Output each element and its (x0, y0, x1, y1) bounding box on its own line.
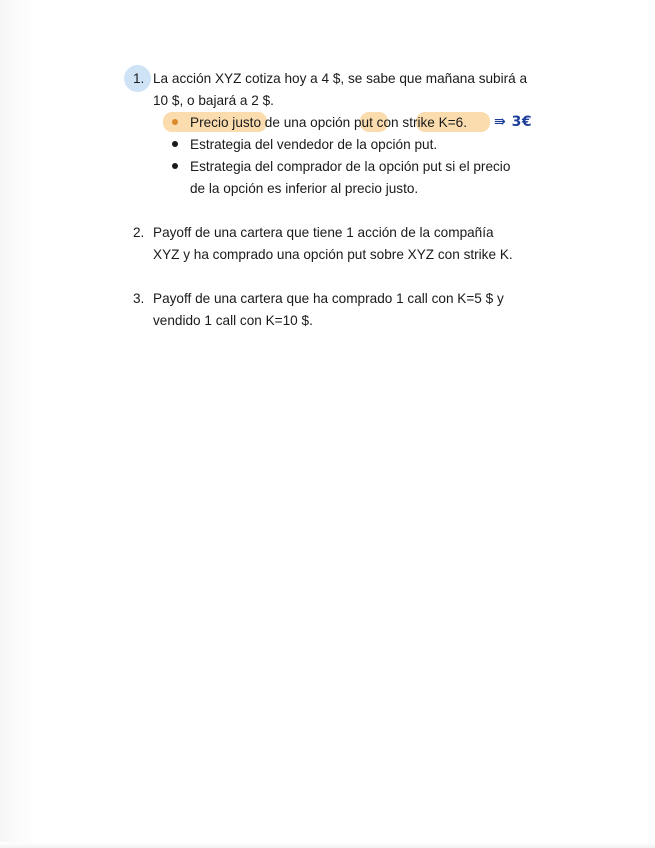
text-con: con (372, 115, 403, 130)
handwritten-annotation: ⇛ 3€ (494, 114, 533, 130)
question-1-number: 1. (133, 71, 145, 86)
question-3-line-1: Payoff de una cartera que ha comprado 1 call con K=5 $ y (153, 291, 504, 306)
text-strike: strike K=6. (402, 115, 467, 130)
bullet-dot (172, 163, 178, 169)
text-put: put (354, 115, 373, 130)
bullet-2-text: Estrategia del vendedor de la opción put. (190, 137, 438, 152)
question-2-line-2: XYZ y ha comprado una opción put sobre XYZ con strike K. (153, 247, 513, 262)
question-3-number: 3. (133, 291, 145, 306)
text-precio-justo: Precio justo (190, 115, 262, 130)
question-3-line-2: vendido 1 call con K=10 $. (153, 313, 313, 328)
bullet-dot (172, 141, 178, 147)
question-2-number: 2. (133, 225, 145, 240)
bullet-3-line-2: de la opción es inferior al precio justo. (190, 181, 419, 196)
question-1-line-1: La acción XYZ cotiza hoy a 4 $, se sabe que mañana subirá a (153, 71, 528, 86)
bullet-3-line-1: Estrategia del comprador de la opción put si el precio (190, 159, 511, 174)
question-2-line-1: Payoff de una cartera que tiene 1 acción de la compañía (153, 225, 494, 240)
text-de-una-opcion: de una opción (261, 115, 354, 130)
bullet-dot (172, 119, 178, 125)
question-1-line-2: 10 $, o bajará a 2 $. (153, 93, 274, 108)
bullet-1-text (190, 112, 467, 133)
